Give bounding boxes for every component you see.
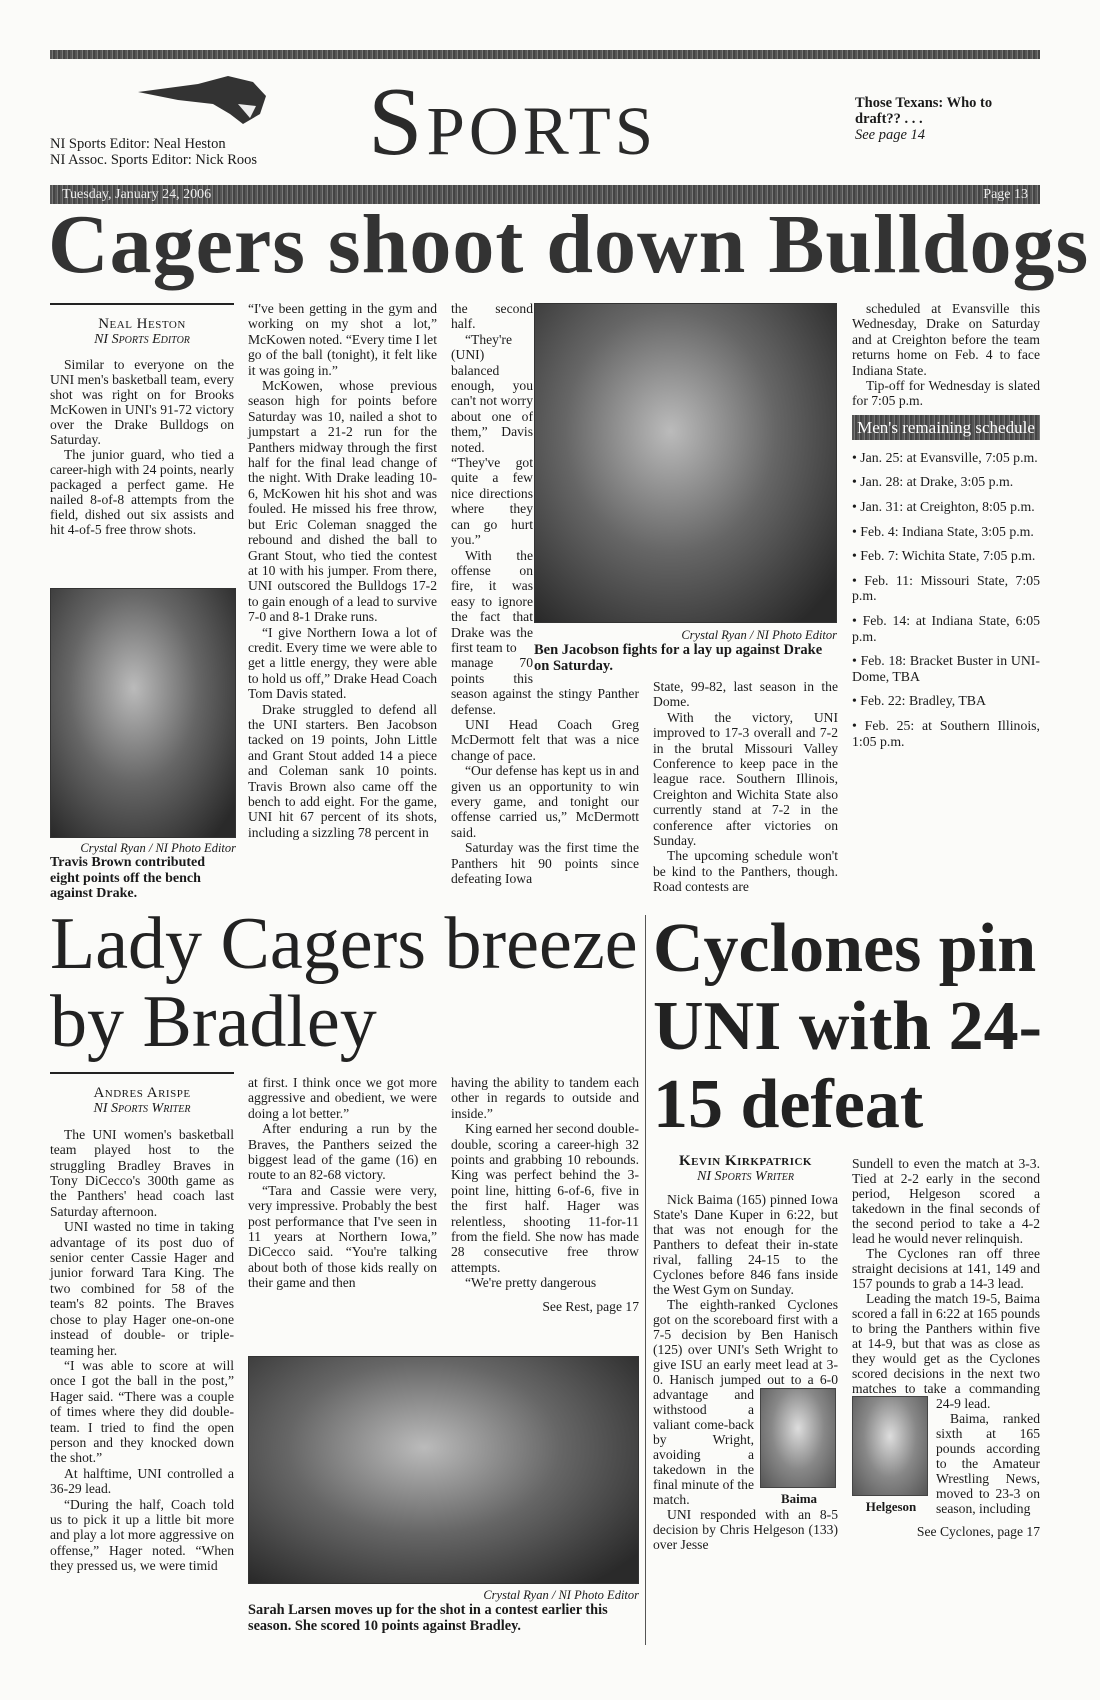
article-column bbox=[50, 357, 234, 537]
headline-lady-cagers: Lady Cagers breeze by Bradley bbox=[50, 903, 638, 1063]
paragraph: “I give Northern Iowa a lot of credit. Every time we were able to get a little energy, they were able to hold us off,” Drake Head Coach Tom Davis stated. bbox=[248, 624, 437, 702]
schedule-item: • Feb. 7: Wichita State, 7:05 p.m. bbox=[852, 548, 1036, 564]
schedule-item: • Jan. 28: at Drake, 3:05 p.m. bbox=[852, 474, 1014, 490]
paragraph: scheduled at Evansville this Wednesday, Drake on Saturday and at Creighton before the team returns home on Feb. 4 to face Indiana State. bbox=[852, 301, 1040, 378]
schedule-list bbox=[852, 450, 1040, 749]
paragraph: With the offense on fire, it was easy to ignore the fact that Drake was the first team to bbox=[451, 547, 533, 655]
paragraph: With the victory, UNI improved to 17-3 overall and 7-2 in the brutal Missouri Valley Conference to keep pace in the league race. Southern Illinois, Creighton and Wichita State also currently stand at 7-2 in the conference after victories on Sunday. bbox=[653, 709, 838, 849]
schedule-item: • Jan. 25: at Evansville, 7:05 p.m. bbox=[852, 449, 1038, 465]
article-column bbox=[248, 301, 437, 840]
byline bbox=[653, 1148, 838, 1184]
mugshot-caption: Baima bbox=[780, 1491, 818, 1506]
assoc-sports-editor: NI Assoc. Sports Editor: Nick Roos bbox=[50, 152, 258, 168]
mugshot-baima-wrap bbox=[760, 1388, 838, 1506]
sports-editor: NI Sports Editor: Neal Heston bbox=[50, 136, 226, 152]
paragraph: having the ability to tandem each other in regards to outside and inside.” bbox=[451, 1075, 639, 1121]
author-title: NI Sports Editor bbox=[94, 332, 190, 347]
headline-cyclones: Cyclones pin UNI with 24-15 defeat bbox=[653, 910, 1042, 1143]
paragraph: The UNI women's basketball team played host to the struggling Bradley Braves in Tony DiCecco's 300th game as the Panthers' head coach last Saturday afternoon. bbox=[50, 1126, 234, 1219]
paragraph: The junior guard, who tied a career-high with 24 points, nearly packaged a perfect game. He nailed 8-of-8 attempts from the field, dished out six assists and hit 4-of-5 free throw shots. bbox=[50, 447, 234, 537]
photo-credit: Crystal Ryan / NI Photo Editor bbox=[80, 841, 236, 855]
schedule-item: • Feb. 25: at Southern Illinois, 1:05 p.m. bbox=[852, 717, 1040, 749]
photo-travis-brown bbox=[50, 588, 236, 838]
paragraph: State, 99-82, last season in the Dome. bbox=[653, 679, 838, 710]
photo-caption: Ben Jacobson fights for a lay up against Drake on Saturday. bbox=[534, 642, 823, 674]
paragraph: Leading the match 19-5, Baima scored a fall in 6:22 at 165 pounds to bring the Panthers within five at 14-9, but that was as close as they would get as the Cyclones scored decisions in the next two matches to take a commanding 24-9 lead. bbox=[852, 1291, 1040, 1411]
paragraph: At halftime, UNI controlled a 36-29 lead. bbox=[50, 1465, 234, 1497]
paragraph: “Tara and Cassie were very, very impressive. Probably the best post performance that I've seen in 11 years at Northern Iowa,” DiCecco said. “You're talking about both of those kids really on their game and then bbox=[248, 1182, 437, 1291]
paragraph: Nick Baima (165) pinned Iowa State's Dane Kuper in 6:22, but that was not enough for the Panthers to defeat their in-state rival, falling 24-15 to the Cyclones before 846 fans inside the West Gym on Sunday. bbox=[653, 1192, 838, 1297]
author-title: NI Sports Writer bbox=[93, 1101, 191, 1117]
paragraph: “They're (UNI) balanced enough, you can't not worry about one of them,” Davis noted. “They've got quite a few nice directions where they can go hurt you.” bbox=[451, 331, 533, 548]
jump-link[interactable]: See Cyclones, page 17 bbox=[916, 1524, 1040, 1539]
mugshot-helgeson bbox=[852, 1396, 928, 1496]
article-column bbox=[451, 1075, 639, 1291]
issue-date: Tuesday, January 24, 2006 bbox=[62, 187, 212, 202]
headline-cagers: Cagers shoot down Bulldogs bbox=[48, 198, 1090, 291]
paragraph: The eighth-ranked Cyclones got on the scoreboard first with a 7-5 decision by Ben Hanisch (125) over UNI's Seth Wright to give ISU an early meet lead at 3-0. Hanisch jumped out to a 6-0 advantage and withstood a valiant come-back by Wright, avoiding a takedown in the final minute of the match. bbox=[653, 1297, 838, 1507]
photo-credit: Crystal Ryan / NI Photo Editor bbox=[483, 1588, 639, 1602]
paragraph: at first. I think once we got more aggressive and obedient, we were doing a lot better.” bbox=[248, 1075, 437, 1121]
paragraph: After enduring a run by the Braves, the Panthers seized the biggest lead of the game (16) en route to an 82-68 victory. bbox=[248, 1121, 437, 1183]
section-title: Sports bbox=[368, 68, 658, 176]
paragraph: The upcoming schedule won't be kind to the Panthers, though. Road contests are bbox=[653, 848, 838, 895]
mugshot-helgeson-wrap bbox=[852, 1396, 930, 1514]
paragraph: McKowen, whose previous season high for points before Saturday was 10, nailed a shot to jumpstart a 21-2 run for the Panthers midway through the first half for the final lead change of the night. With Drake leading 10-6, McKowen hit his shot and was fouled. He missed his free throw, but Eric Coleman snagged the rebound and dished the ball to Grant Stout, who tied the contest at 10 with his jumper. From there, UNI outscored the Bulldogs 17-2 to gain enough of a lead to survive 7-0 and 8-1 Drake runs. bbox=[248, 378, 437, 625]
article-column bbox=[50, 1127, 234, 1574]
paragraph: “Our defense has kept us in and given us an opportunity to win every game, and tonight our offense carried us,” McDermott said. bbox=[451, 763, 639, 840]
photo-ben-jacobson bbox=[534, 303, 837, 623]
paragraph: Tip-off for Wednesday is slated for 7:05 p.m. bbox=[852, 378, 1040, 409]
paragraph: Baima, ranked sixth at 165 pounds according to the Amateur Wrestling News, moved to 23-3 on season, including bbox=[936, 1411, 1040, 1516]
paragraph: UNI responded with an 8-5 decision by Chris Helgeson (133) over Jesse bbox=[653, 1507, 838, 1552]
paragraph: “We're pretty dangerous bbox=[465, 1275, 597, 1291]
top-rule bbox=[50, 50, 1040, 59]
schedule-box-title: Men's remaining schedule bbox=[852, 415, 1040, 440]
article-column-wrap bbox=[653, 1192, 838, 1552]
article-column bbox=[451, 655, 639, 886]
photo-sarah-larsen bbox=[248, 1356, 639, 1584]
photo-caption: Travis Brown contributed eight points off the bench against Drake. bbox=[50, 855, 206, 901]
teaser-title: Those Texans: Who to draft?? . . . bbox=[855, 95, 993, 127]
paragraph: “During the half, Coach told us to pick it up a little bit more and play a lot more aggressive on offense,” Hager noted. “When they pressed us, we were timid bbox=[50, 1496, 234, 1574]
teaser-link[interactable]: See page 14 bbox=[855, 127, 926, 143]
paragraph: Saturday was the first time the Panthers hit 90 points since defeating Iowa bbox=[451, 840, 639, 887]
paragraph: King earned her second double-double, scoring a career-high 32 points and grabbing 10 rebounds. King was perfect behind the 3-point line, hitting 6-of-6, five in the first half. Hager was relentless, shooting 11-for-11 from the field. She now has made 28 consecutive free throw attempts. bbox=[451, 1121, 639, 1275]
article-column bbox=[653, 679, 838, 895]
jump-link[interactable]: See Rest, page 17 bbox=[542, 1298, 639, 1314]
photo-caption: Sarah Larsen moves up for the shot in a contest earlier this season. She scored 10 points against Bradley. bbox=[248, 1602, 608, 1634]
photo-credit: Crystal Ryan / NI Photo Editor bbox=[681, 628, 837, 642]
paragraph: the second half. bbox=[451, 301, 533, 332]
schedule-item: • Feb. 11: Missouri State, 7:05 p.m. bbox=[852, 572, 1040, 604]
paragraph: UNI Head Coach Greg McDermott felt that was a nice change of pace. bbox=[451, 716, 639, 763]
paragraph: Drake struggled to defend all the UNI starters. Ben Jacobson tacked on 19 points, John Little and Grant Stout added 14 a piece and Coleman sank 10 points. Travis Brown also came off the bench to add eight. For the game, UNI hit 67 percent of its shots, including a sizzling 78 percent in bbox=[248, 701, 437, 840]
mugshot-baima bbox=[760, 1388, 836, 1488]
paragraph: manage 70 points this season against the stingy Panther defense. bbox=[451, 655, 639, 717]
byline bbox=[50, 303, 234, 347]
article-column bbox=[248, 1075, 437, 1291]
author-title: NI Sports Writer bbox=[697, 1169, 794, 1184]
author-name: Neal Heston bbox=[98, 316, 186, 332]
paragraph: Sundell to even the match at 3-3. Tied at 2-2 early in the second period, Helgeson scored a takedown in the final seconds of the second period to take a 4-2 lead he would never relinquish. bbox=[852, 1156, 1040, 1246]
panther-logo-icon bbox=[138, 74, 270, 126]
paragraph: “I was able to score at will once I got the ball in the post,” Hager said. “There was a couple of times where they did double-team. I tried to find the open person and they knocked down the shot.” bbox=[50, 1357, 234, 1466]
byline bbox=[50, 1072, 234, 1117]
article-column bbox=[852, 301, 1040, 409]
paragraph: Similar to everyone on the UNI men's basketball team, every shot was right on for Brooks McKowen in UNI's 91-72 victory over the Drake Bulldogs on Saturday. bbox=[50, 357, 235, 447]
schedule-item: • Feb. 18: Bracket Buster in UNI-Dome, TBA bbox=[852, 653, 1040, 684]
page-number: Page 13 bbox=[983, 187, 1028, 202]
paragraph: UNI wasted no time in taking advantage of its post duo of senior center Cassie Hager and junior forward Tara King. The two combined for 58 of the team's 82 points. The Braves chose to play Hager one-on-one instead of double- or triple-teaming her. bbox=[50, 1219, 234, 1358]
schedule-item: • Jan. 31: at Creighton, 8:05 p.m. bbox=[852, 499, 1035, 515]
paragraph: “I've been getting in the gym and working on my shot a lot,” McKowen noted. “Every time I let go of the ball (tonight), it felt like it was going in.” bbox=[248, 301, 437, 378]
author-name: Andres Arispe bbox=[93, 1085, 191, 1101]
author-name: Kevin Kirkpatrick bbox=[679, 1153, 812, 1169]
schedule-item: • Feb. 22: Bradley, TBA bbox=[852, 693, 986, 709]
mugshot-caption: Helgeson bbox=[865, 1499, 917, 1514]
schedule-item: • Feb. 14: at Indiana State, 6:05 p.m. bbox=[852, 613, 1040, 644]
schedule-item: • Feb. 4: Indiana State, 3:05 p.m. bbox=[852, 523, 1034, 539]
paragraph: The Cyclones ran off three straight decisions at 141, 149 and 157 pounds to grab a 14-3 lead. bbox=[852, 1246, 1040, 1291]
